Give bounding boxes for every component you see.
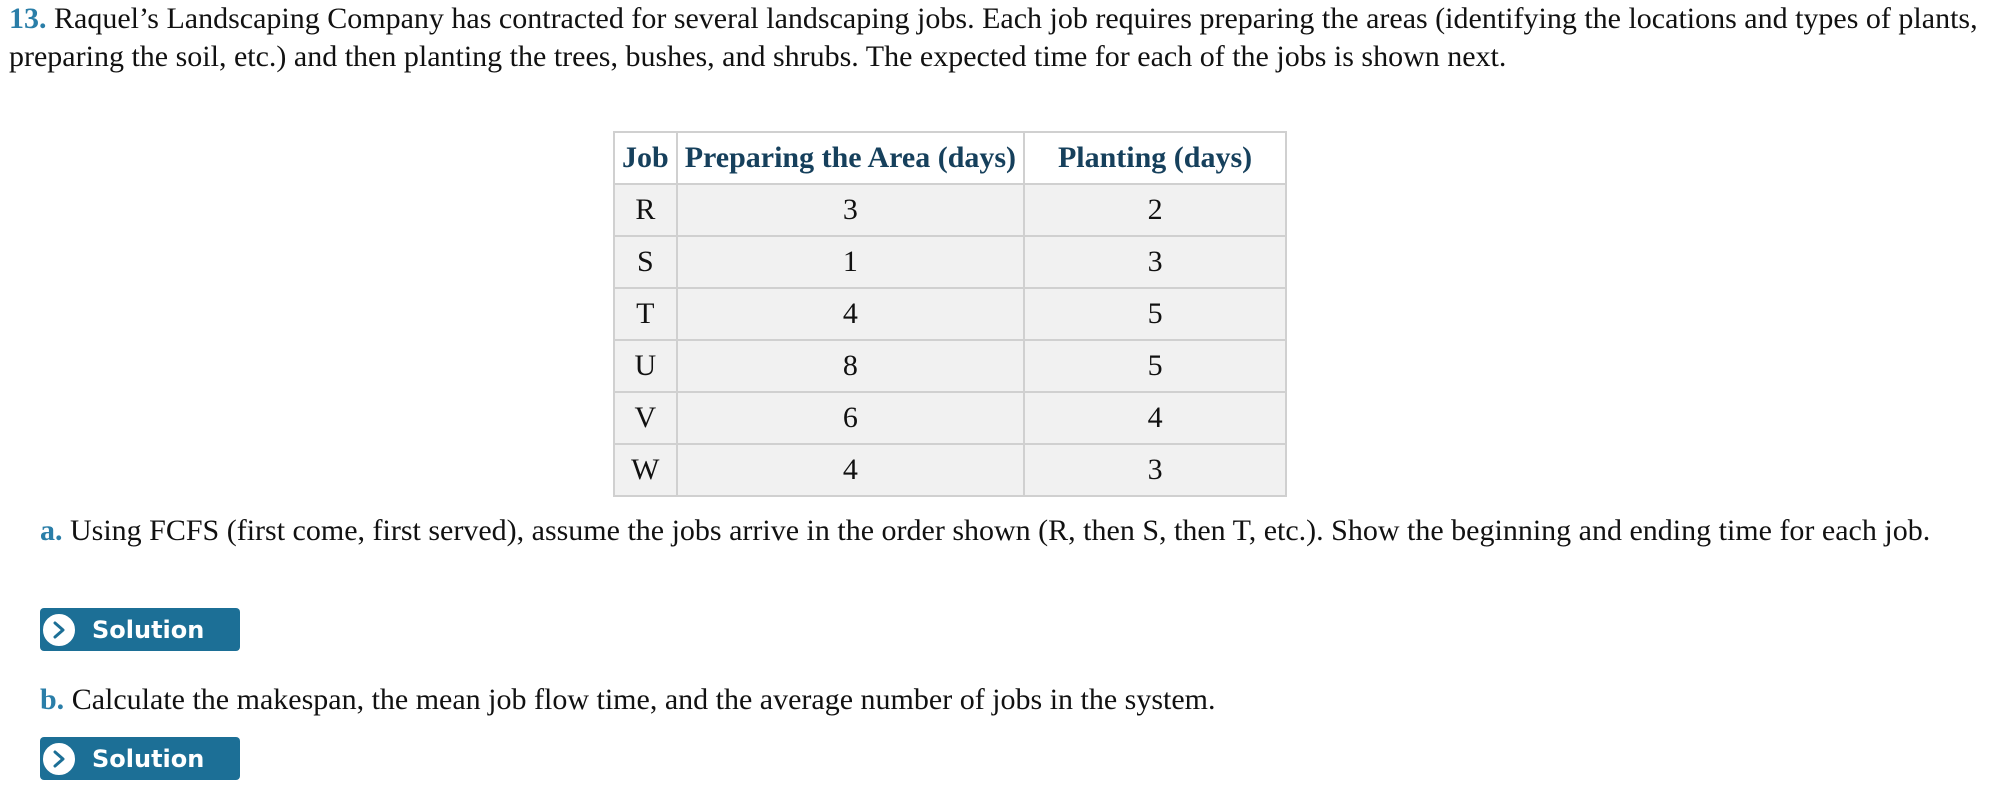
- part-b-question: [40, 681, 1970, 719]
- chevron-right-icon: [40, 740, 78, 778]
- problem-number: 13.: [9, 2, 47, 35]
- job-cell: V: [614, 392, 677, 444]
- table-row: [614, 288, 1286, 340]
- part-a-text: Using FCFS (first come, first served), assume the jobs arrive in the order shown (R, then S, then T, etc.). Show the beginning and ending time for each job.: [70, 514, 1931, 547]
- job-cell: W: [614, 444, 677, 496]
- job-cell: S: [614, 236, 677, 288]
- solution-label: Solution: [92, 744, 205, 773]
- part-b-solution-button[interactable]: [40, 737, 240, 780]
- part-a-solution-button[interactable]: [40, 608, 240, 651]
- table-row: [614, 340, 1286, 392]
- planting-cell: 5: [1024, 340, 1286, 392]
- table-row: [614, 444, 1286, 496]
- jobs-table: [613, 131, 1287, 497]
- planting-cell: 4: [1024, 392, 1286, 444]
- preparing-cell: 4: [677, 444, 1024, 496]
- problem-intro: [9, 0, 1984, 76]
- job-cell: U: [614, 340, 677, 392]
- preparing-cell: 3: [677, 184, 1024, 236]
- solution-label: Solution: [92, 615, 205, 644]
- header-job: Job: [614, 132, 677, 184]
- job-cell: R: [614, 184, 677, 236]
- part-a-question: [40, 512, 1970, 550]
- table-row: [614, 184, 1286, 236]
- table-row: [614, 236, 1286, 288]
- planting-cell: 3: [1024, 444, 1286, 496]
- preparing-cell: 8: [677, 340, 1024, 392]
- preparing-cell: 6: [677, 392, 1024, 444]
- header-planting: Planting (days): [1024, 132, 1286, 184]
- part-a-label: a.: [40, 514, 63, 547]
- job-cell: T: [614, 288, 677, 340]
- planting-cell: 2: [1024, 184, 1286, 236]
- problem-text: Raquel’s Landscaping Company has contracted for several landscaping jobs. Each job requires preparing the areas (identifying the locations and types of plants, preparing the soil, etc.) and then planting the trees, bushes, and shrubs. The expected time for each of the jobs is shown next.: [9, 2, 1978, 73]
- header-preparing: Preparing the Area (days): [677, 132, 1024, 184]
- chevron-right-icon: [40, 611, 78, 649]
- preparing-cell: 4: [677, 288, 1024, 340]
- planting-cell: 3: [1024, 236, 1286, 288]
- planting-cell: 5: [1024, 288, 1286, 340]
- part-b-label: b.: [40, 683, 65, 716]
- table-row: [614, 392, 1286, 444]
- preparing-cell: 1: [677, 236, 1024, 288]
- table-header-row: [614, 132, 1286, 184]
- part-b-text: Calculate the makespan, the mean job flow time, and the average number of jobs in the system.: [71, 683, 1216, 716]
